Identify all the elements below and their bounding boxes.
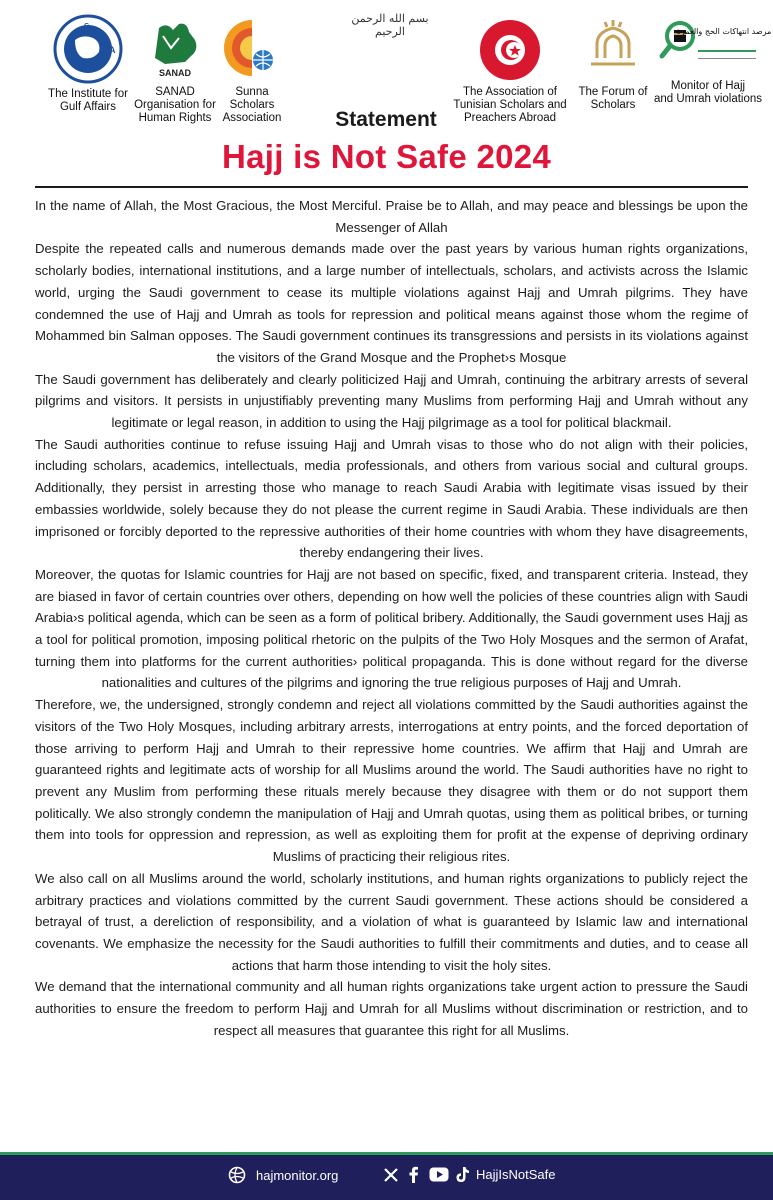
- org-name: The Association of Tunisian Scholars and Preachers Abroad: [453, 86, 567, 124]
- globe-icon: [228, 1166, 246, 1184]
- paragraph: The Saudi government has deliberately and clearly politicized Hajj and Umrah, continuing the arbitrary arrests of several pilgrims and visitors. It persists in unjustifiably preventing many Muslims from performing Hajj and Umrah without any legitimate or legal reason, in addition to using the Hajj pilgrimage as a tool for political blackmail.: [35, 371, 748, 431]
- handle-text[interactable]: HajjIsNotSafe: [476, 1167, 556, 1182]
- org-monitor: [650, 14, 772, 106]
- tunisia-flag-icon: [478, 18, 542, 82]
- website-link[interactable]: [228, 1166, 338, 1184]
- sun-globe-icon: [221, 14, 283, 82]
- paragraph: The Saudi authorities continue to refuse issuing Hajj and Umrah visas to those who do not align with their policies, including scholars, academics, intellectuals, media professionals, and others from various social and cultural groups. Additionally, they persist in arresting those who manage to reach Saudi Arabia with legitimate visas issued by their embassies worldwide, solely because they do not please the current regime in Saudi Arabia. These individuals are then imprisoned or forcibly deported to the repressive authorities of their home countries with whom they have disagreements, thereby endangering their lives.: [35, 436, 748, 561]
- svg-text:G: G: [84, 23, 90, 30]
- x-icon[interactable]: [383, 1167, 399, 1183]
- statement-label: Statement: [335, 108, 437, 131]
- org-sanad: [130, 18, 220, 125]
- org-name: SANAD Organisation for Human Rights: [134, 86, 216, 124]
- org-name: The Institute for Gulf Affairs: [48, 88, 128, 113]
- youtube-icon[interactable]: [429, 1167, 449, 1182]
- org-iga: [38, 14, 138, 114]
- org-name: Monitor of Hajj and Umrah violations: [653, 80, 763, 105]
- paragraph: We also call on all Muslims around the world, scholarly institutions, and human rights organizations to publicly reject the arbitrary practices and violations committed by the current Saudi government. These actions should be considered a betrayal of trust, a dereliction of responsibility, and a violation of what is guaranteed by Islamic law and international covenants. We emphasize the necessity for the Saudi authorities to fulfill their commitments and duties, and to cease all actions that harm those intending to visit the holy sites.: [35, 870, 748, 973]
- svg-text:I: I: [64, 45, 67, 55]
- statement-body: [35, 195, 748, 1041]
- org-name: The Forum of Scholars: [578, 86, 648, 111]
- footer: [0, 1152, 773, 1200]
- sanad-logo-text: SANAD: [158, 68, 192, 78]
- hand-map-icon: [145, 18, 205, 82]
- paragraph: Therefore, we, the undersigned, strongly condemn and reject all violations committed by the Saudi authorities against the visitors of the Two Holy Mosques, including arbitrary arrests, interrogations at entry points, and the forced deportation of those arriving to perform Hajj and Umrah to their repressive home countries. We affirm that Hajj and Umrah are guaranteed rights and legitimate acts of worship for all Muslims around the world. The Saudi authorities have no right to prevent any Muslim from performing these rituals merely because they disagree with them or do not support them politically. We also strongly condemn the manipulation of Hajj and Umrah quotas, using them as political bribes, or turning them into tools for oppression and repression, as well as exploiting them for profit at the expense of depriving ordinary Muslims of practicing their religious rites.: [35, 697, 748, 865]
- paragraph: Moreover, the quotas for Islamic countries for Hajj are not based on specific, fixed, and transparent criteria. Instead, they are biased in favor of certain countries over others, depending on how well the policies of these countries align with Saudi Arabia›s political agenda, which can be seen as a form of political bribery. Additionally, the Saudi government uses Hajj as a tool for political promotion, imposing political rhetoric on the pulpits of the Two Holy Mosques and the sermon of Arafat, turning them into platforms for the current authorities› political propaganda. This is done without regard for the diverse nationalities and cultures of the pilgrims and ignoring the true religious purposes of Hajj and Umrah.: [35, 566, 748, 691]
- iga-logo: [53, 14, 123, 84]
- basmala: بسم الله الرحمن الرحيم: [351, 12, 429, 38]
- website-text: hajmonitor.org: [256, 1167, 339, 1183]
- arch-icon: [583, 18, 643, 82]
- org-sunna: [212, 14, 292, 125]
- paragraph: We demand that the international community and all human rights organizations take urgent action to pressure the Saudi authorities to ensure the freedom to perform Hajj and Umrah for all Muslims without discrimination or restriction, and to respect all measures that guarantee this right for all Muslims.: [35, 979, 748, 1038]
- monitor-logo-text: مرصد انتهاكات الحج والعمرة: [676, 27, 772, 36]
- svg-text:A: A: [109, 45, 116, 55]
- footer-stripe: [0, 1152, 773, 1155]
- paragraph: In the name of Allah, the Most Gracious, the Most Merciful. Praise be to Allah, and may peace and blessings be upon the Messenger of Allah: [35, 198, 748, 235]
- page-title: Hajj is Not Safe 2024: [221, 138, 552, 175]
- org-forum: [570, 18, 656, 112]
- magnifier-kaaba-icon: [658, 14, 772, 76]
- tiktok-icon[interactable]: [455, 1166, 470, 1183]
- facebook-icon[interactable]: [407, 1166, 421, 1183]
- social-links: [383, 1166, 555, 1183]
- title-divider: [35, 186, 748, 188]
- logo-bar: [0, 0, 773, 135]
- paragraph: Despite the repeated calls and numerous demands made over the past years by various human rights organizations, scholarly bodies, international institutions, and a large number of intellectuals, scholars, and activists across the Islamic world, urging the Saudi government to cease its multiple violations against Hajj and Umrah pilgrims. They have condemned the use of Hajj and Umrah as tools for repression and political means against those whom the regime of Mohammed bin Salman opposes. The Saudi government continues its transgressions and persists in its violations against the visitors of the Grand Mosque and the Prophet›s Mosque: [35, 241, 748, 365]
- org-name: Sunna Scholars Association: [222, 86, 282, 124]
